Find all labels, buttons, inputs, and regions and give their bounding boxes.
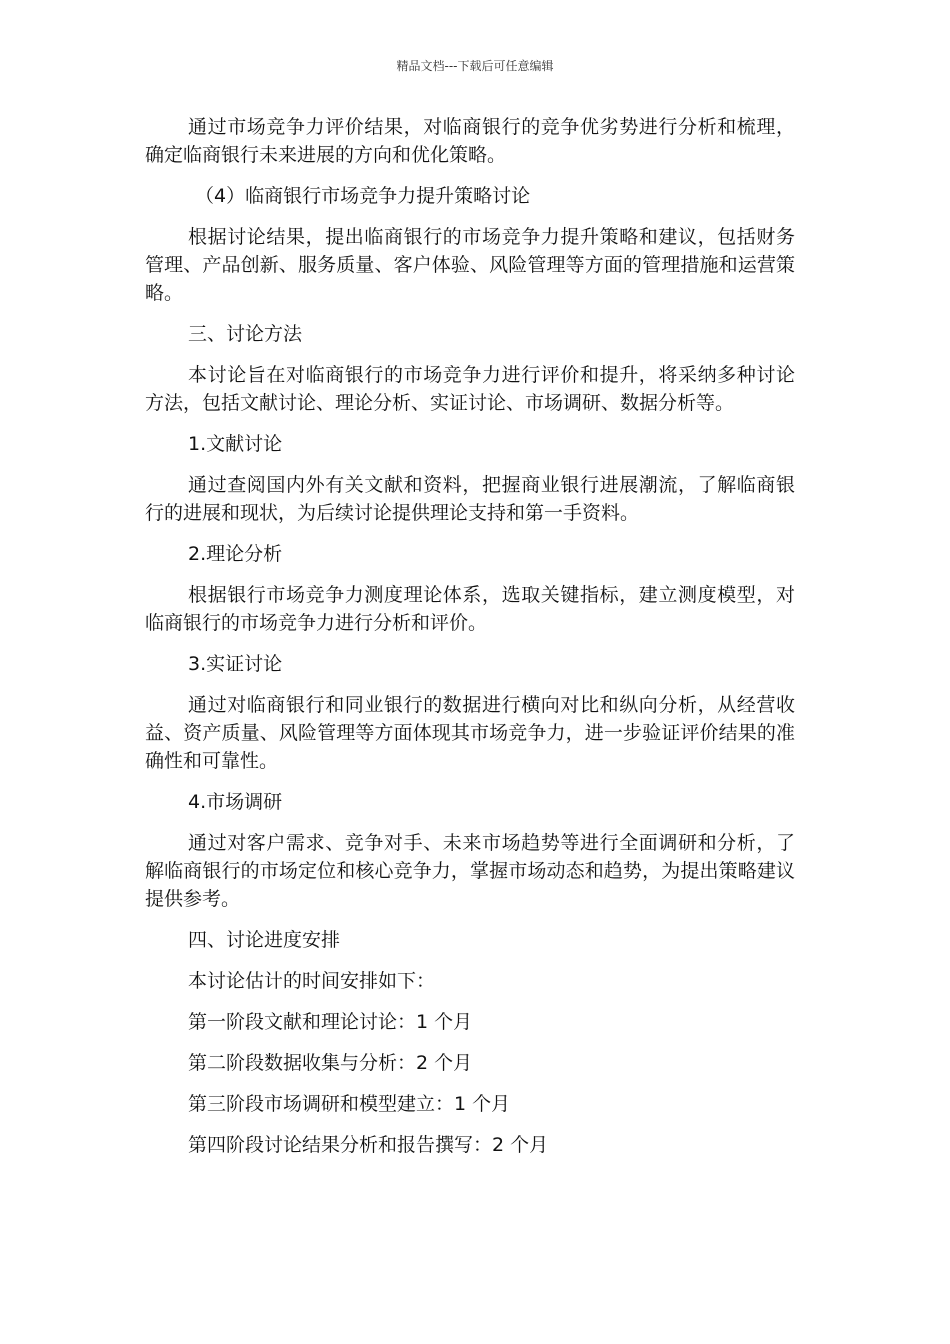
paragraph-theory: 根据银行市场竞争力测度理论体系，选取关键指标，建立测度模型，对临商银行的市场竞争力进行分析和评价。 (145, 584, 795, 634)
paragraph-evaluation-result: 通过市场竞争力评价结果，对临商银行的竞争优劣势进行分析和梳理，确定临商银行未来进展的方向和优化策略。 (145, 116, 795, 166)
paragraph-strategy: 根据讨论结果，提出临商银行的市场竞争力提升策略和建议，包括财务管理、产品创新、服务质量、客户体验、风险管理等方面的管理措施和运营策略。 (145, 226, 795, 304)
heading-literature: 1.文献讨论 (188, 433, 283, 455)
heading-schedule: 四、讨论进度安排 (188, 929, 341, 951)
paragraph-methods-intro: 本讨论旨在对临商银行的市场竞争力进行评价和提升，将采纳多种讨论方法，包括文献讨论、理论分析、实证讨论、市场调研、数据分析等。 (145, 364, 795, 414)
schedule-stage-2: 第二阶段数据收集与分析：2 个月 (188, 1052, 473, 1074)
heading-methods: 三、讨论方法 (188, 323, 303, 345)
heading-strategy-discussion: （4）临商银行市场竞争力提升策略讨论 (195, 185, 531, 207)
paragraph-market-research: 通过对客户需求、竞争对手、未来市场趋势等进行全面调研和分析，了解临商银行的市场定位和核心竞争力，掌握市场动态和趋势，为提出策略建议提供参考。 (145, 832, 795, 910)
schedule-stage-4: 第四阶段讨论结果分析和报告撰写：2 个月 (188, 1134, 549, 1156)
paragraph-empirical: 通过对临商银行和同业银行的数据进行横向对比和纵向分析，从经营收益、资产质量、风险管理等方面体现其市场竞争力，进一步验证评价结果的准确性和可靠性。 (145, 694, 795, 772)
page-header: 精品文档---下载后可任意编辑 (396, 59, 554, 73)
heading-theory: 2.理论分析 (188, 543, 283, 565)
document-body (145, 113, 795, 1172)
heading-empirical: 3.实证讨论 (188, 653, 283, 675)
schedule-stage-1: 第一阶段文献和理论讨论：1 个月 (188, 1011, 473, 1033)
heading-market-research: 4.市场调研 (188, 791, 283, 813)
schedule-intro: 本讨论估计的时间安排如下： (188, 970, 436, 992)
paragraph-literature: 通过查阅国内外有关文献和资料，把握商业银行进展潮流，了解临商银行的进展和现状，为后续讨论提供理论支持和第一手资料。 (145, 474, 795, 524)
schedule-stage-3: 第三阶段市场调研和模型建立：1 个月 (188, 1093, 511, 1115)
